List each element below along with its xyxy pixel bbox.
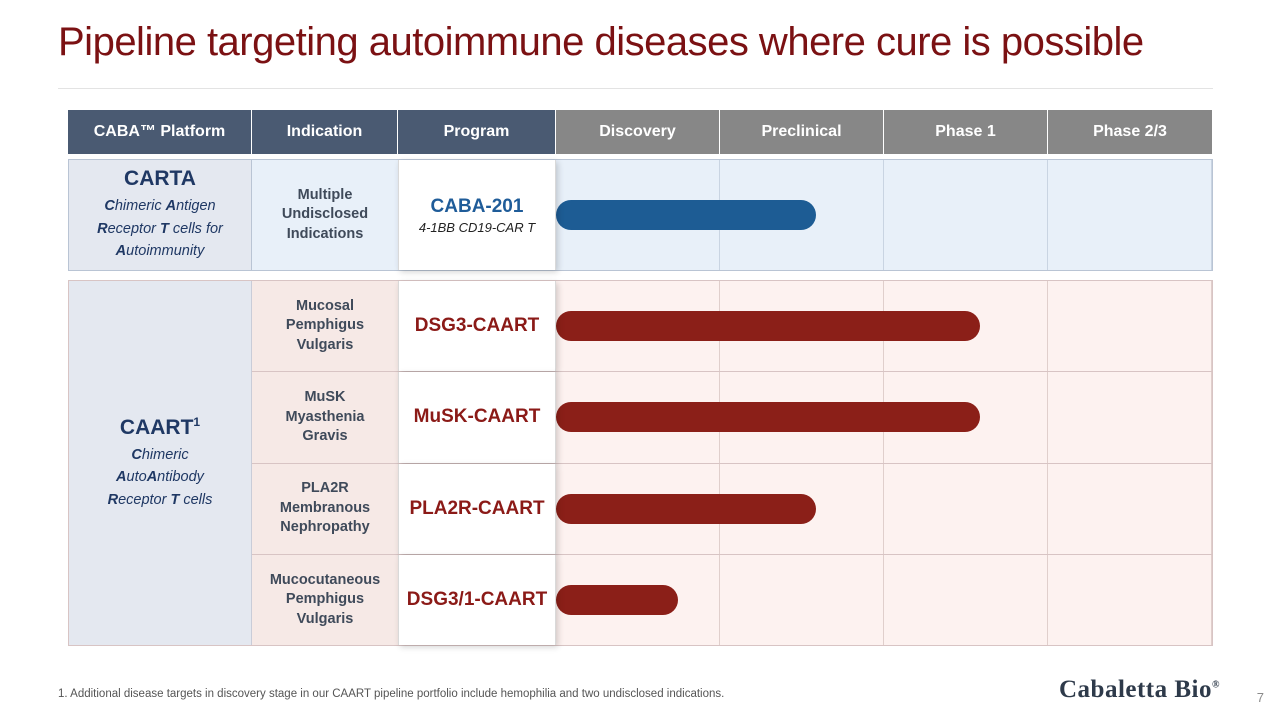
table-row <box>252 371 1212 462</box>
platform-sub-line: Chimeric <box>131 446 189 463</box>
table-row <box>252 160 1212 270</box>
indication-line: Indications <box>286 225 364 242</box>
platform-title-caart <box>120 415 200 440</box>
phase-col-phase-2-3 <box>1048 160 1212 270</box>
progress-bar-dsg31-caart <box>556 585 678 615</box>
phase-track <box>556 555 1212 645</box>
header-phase-1: Phase 1 <box>884 110 1048 154</box>
indication-line: Pemphigus <box>285 591 365 608</box>
platform-title-text: CAART <box>119 415 194 439</box>
indication-line: Undisclosed <box>281 206 369 223</box>
indication-line: Mucocutaneous <box>269 571 381 588</box>
phase-col-phase-1 <box>884 555 1048 645</box>
phase-track <box>556 281 1212 371</box>
program-name: MuSK-CAART <box>413 406 541 428</box>
table-row <box>252 281 1212 371</box>
program-cell-dsg3-caart <box>398 281 556 371</box>
platform-title-footnote-marker: 1 <box>193 414 201 429</box>
page-number: 7 <box>1256 690 1264 705</box>
header-platform: CABA™ Platform <box>68 110 252 154</box>
indication-line: Pemphigus <box>285 317 365 334</box>
platform-title-carta: CARTA <box>124 167 196 191</box>
phase-col-preclinical <box>720 555 884 645</box>
phase-track <box>556 464 1212 554</box>
program-name: DSG3-CAART <box>414 315 540 337</box>
table-row <box>252 554 1212 645</box>
program-name: CABA-201 <box>430 195 524 217</box>
title-divider <box>58 88 1213 89</box>
table-header-row <box>68 110 1213 154</box>
progress-bar-pla2r-caart <box>556 494 816 524</box>
program-cell-pla2r-caart <box>398 464 556 554</box>
phase-track <box>556 372 1212 462</box>
indication-cell <box>252 372 398 462</box>
platform-sub-line: Autoimmunity <box>115 243 205 260</box>
platform-cell-carta <box>69 160 252 270</box>
indication-cell <box>252 281 398 371</box>
pipeline-table <box>68 110 1213 646</box>
platform-sub-line: Receptor T cells <box>107 491 213 508</box>
indication-line: Nephropathy <box>280 519 370 536</box>
progress-bar-caba-201 <box>556 200 816 230</box>
indication-line: Membranous <box>279 499 371 516</box>
indication-cell <box>252 464 398 554</box>
company-logo <box>1059 676 1220 704</box>
rows-carta <box>252 160 1212 270</box>
platform-cell-caart <box>69 281 252 645</box>
section-caart <box>68 280 1213 646</box>
page-title: Pipeline targeting autoimmune diseases where cure is possible <box>58 20 1144 64</box>
header-preclinical: Preclinical <box>720 110 884 154</box>
program-cell-musk-caart <box>398 372 556 462</box>
phase-col-phase-2-3 <box>1048 281 1212 371</box>
program-subtitle: 4-1BB CD19-CAR T <box>418 219 536 235</box>
progress-bar-dsg3-caart <box>556 311 980 341</box>
phase-col-phase-2-3 <box>1048 555 1212 645</box>
indication-line: Vulgaris <box>296 610 354 627</box>
header-indication: Indication <box>252 110 398 154</box>
platform-sub-line: AutoAntibody <box>116 469 204 486</box>
program-name: DSG3/1-CAART <box>406 588 548 610</box>
platform-subtitle-caart <box>108 444 213 511</box>
footnote: 1. Additional disease targets in discovery stage in our CAART pipeline portfolio include hemophilia and two undisclosed indications. <box>58 688 725 700</box>
company-logo-text: Cabaletta Bio <box>1058 676 1213 703</box>
header-phase-2-3: Phase 2/3 <box>1048 110 1212 154</box>
registered-mark: ® <box>1212 679 1220 691</box>
phase-col-phase-2-3 <box>1048 372 1212 462</box>
program-cell-caba-201 <box>398 160 556 270</box>
indication-cell <box>252 555 398 645</box>
program-cell-dsg31-caart <box>398 555 556 645</box>
indication-line: Gravis <box>302 428 348 445</box>
platform-subtitle-carta <box>97 195 223 262</box>
indication-line: Multiple <box>297 186 353 203</box>
indication-line: Vulgaris <box>296 336 354 353</box>
indication-line: Myasthenia <box>285 408 365 425</box>
header-program: Program <box>398 110 556 154</box>
indication-cell <box>252 160 398 270</box>
section-carta <box>68 159 1213 271</box>
indication-line: MuSK <box>304 389 346 406</box>
program-name: PLA2R-CAART <box>409 497 545 519</box>
table-row <box>252 463 1212 554</box>
platform-sub-line: Chimeric Antigen <box>104 198 216 215</box>
phase-col-phase-2-3 <box>1048 464 1212 554</box>
phase-col-phase-1 <box>884 160 1048 270</box>
header-discovery: Discovery <box>556 110 720 154</box>
platform-sub-line: Receptor T cells for <box>97 220 223 237</box>
progress-bar-musk-caart <box>556 402 980 432</box>
phase-track <box>556 160 1212 270</box>
indication-line: PLA2R <box>301 480 349 497</box>
phase-col-phase-1 <box>884 464 1048 554</box>
indication-line: Mucosal <box>295 297 354 314</box>
rows-caart <box>252 281 1212 645</box>
